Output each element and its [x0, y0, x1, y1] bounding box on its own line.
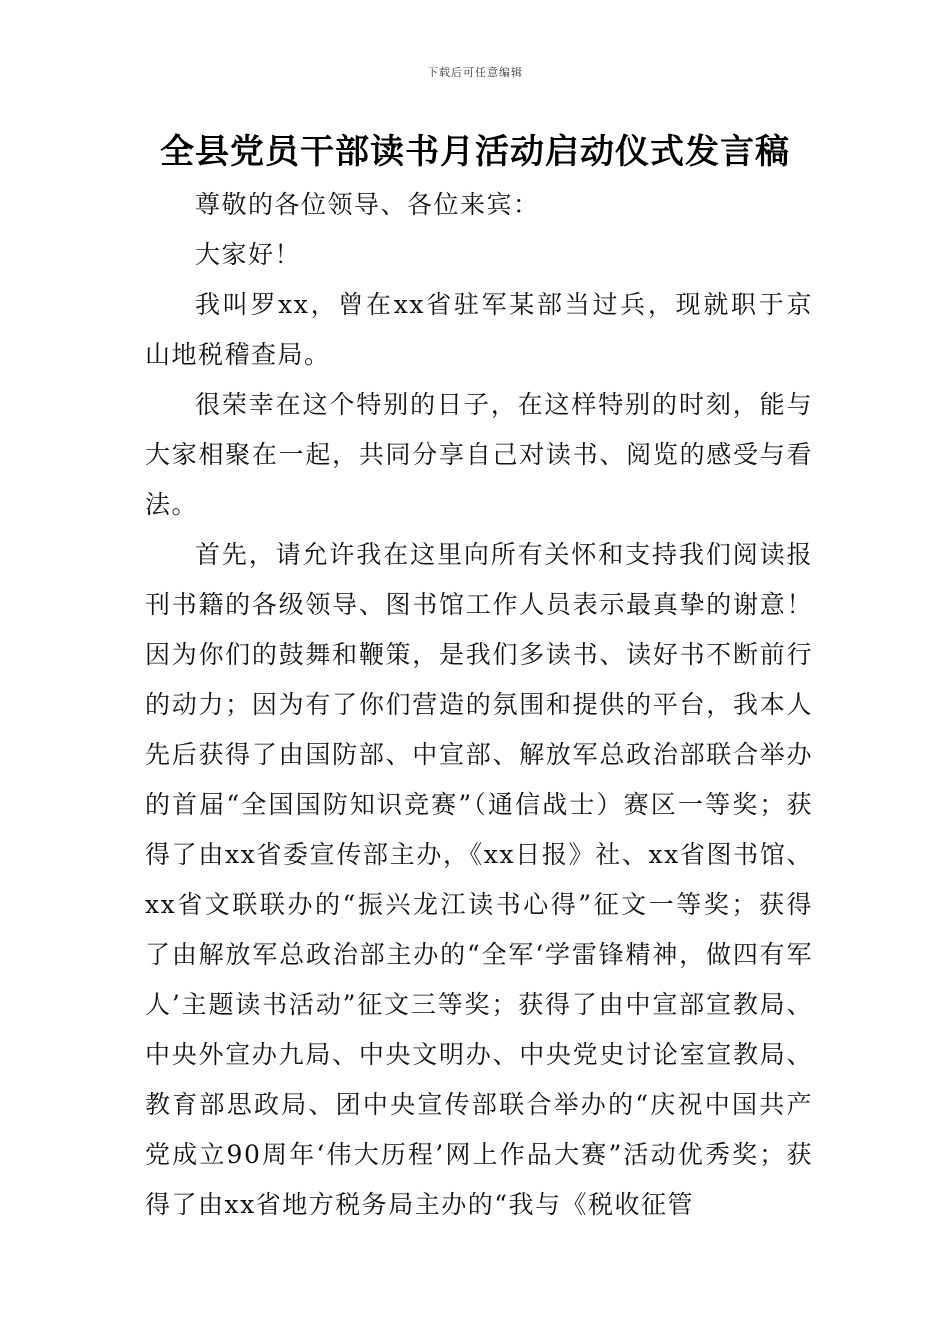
document-body: [145, 180, 813, 1230]
introduction-paragraph: 我叫罗xx，曾在xx省驻军某部当过兵，现就职于京山地税稽查局。: [145, 290, 813, 369]
greeting-paragraph: 大家好！: [195, 240, 302, 269]
gratitude-paragraph: 很荣幸在这个特别的日子，在这样特别的时刻，能与大家相聚在一起，共同分享自己对读书、阅览的感受与看法。: [145, 390, 813, 519]
salutation-paragraph: 尊敬的各位领导、各位来宾：: [195, 190, 540, 219]
document-title: 全县党员干部读书月活动启动仪式发言稿: [160, 132, 790, 172]
header-note: 下载后可任意编辑: [427, 66, 523, 79]
awards-paragraph: 首先，请允许我在这里向所有关怀和支持我们阅读报刊书籍的各级领导、图书馆工作人员表示最真挚的谢意！因为你们的鼓舞和鞭策，是我们多读书、读好书不断前行的动力；因为有了你们营造的氛围和提供的平台，我本人先后获得了由国防部、中宣部、解放军总政治部联合举办的首届“全国国防知识竞赛”（通信战士）赛区一等奖；获得了由xx省委宣传部主办，《xx日报》社、xx省图书馆、xx省文联联办的“振兴龙江读书心得”征文一等奖；获得了由解放军总政治部主办的“全军‘学雷锋精神，做四有军人’主题读书活动”征文三等奖；获得了由中宣部宣教局、中央外宣办九局、中央文明办、中央党史讨论室宣教局、教育部思政局、团中央宣传部联合举办的“庆祝中国共产党成立90周年‘伟大历程’网上作品大赛”活动优秀奖；获得了由xx省地方税务局主办的“我与《税收征管: [145, 540, 813, 1219]
